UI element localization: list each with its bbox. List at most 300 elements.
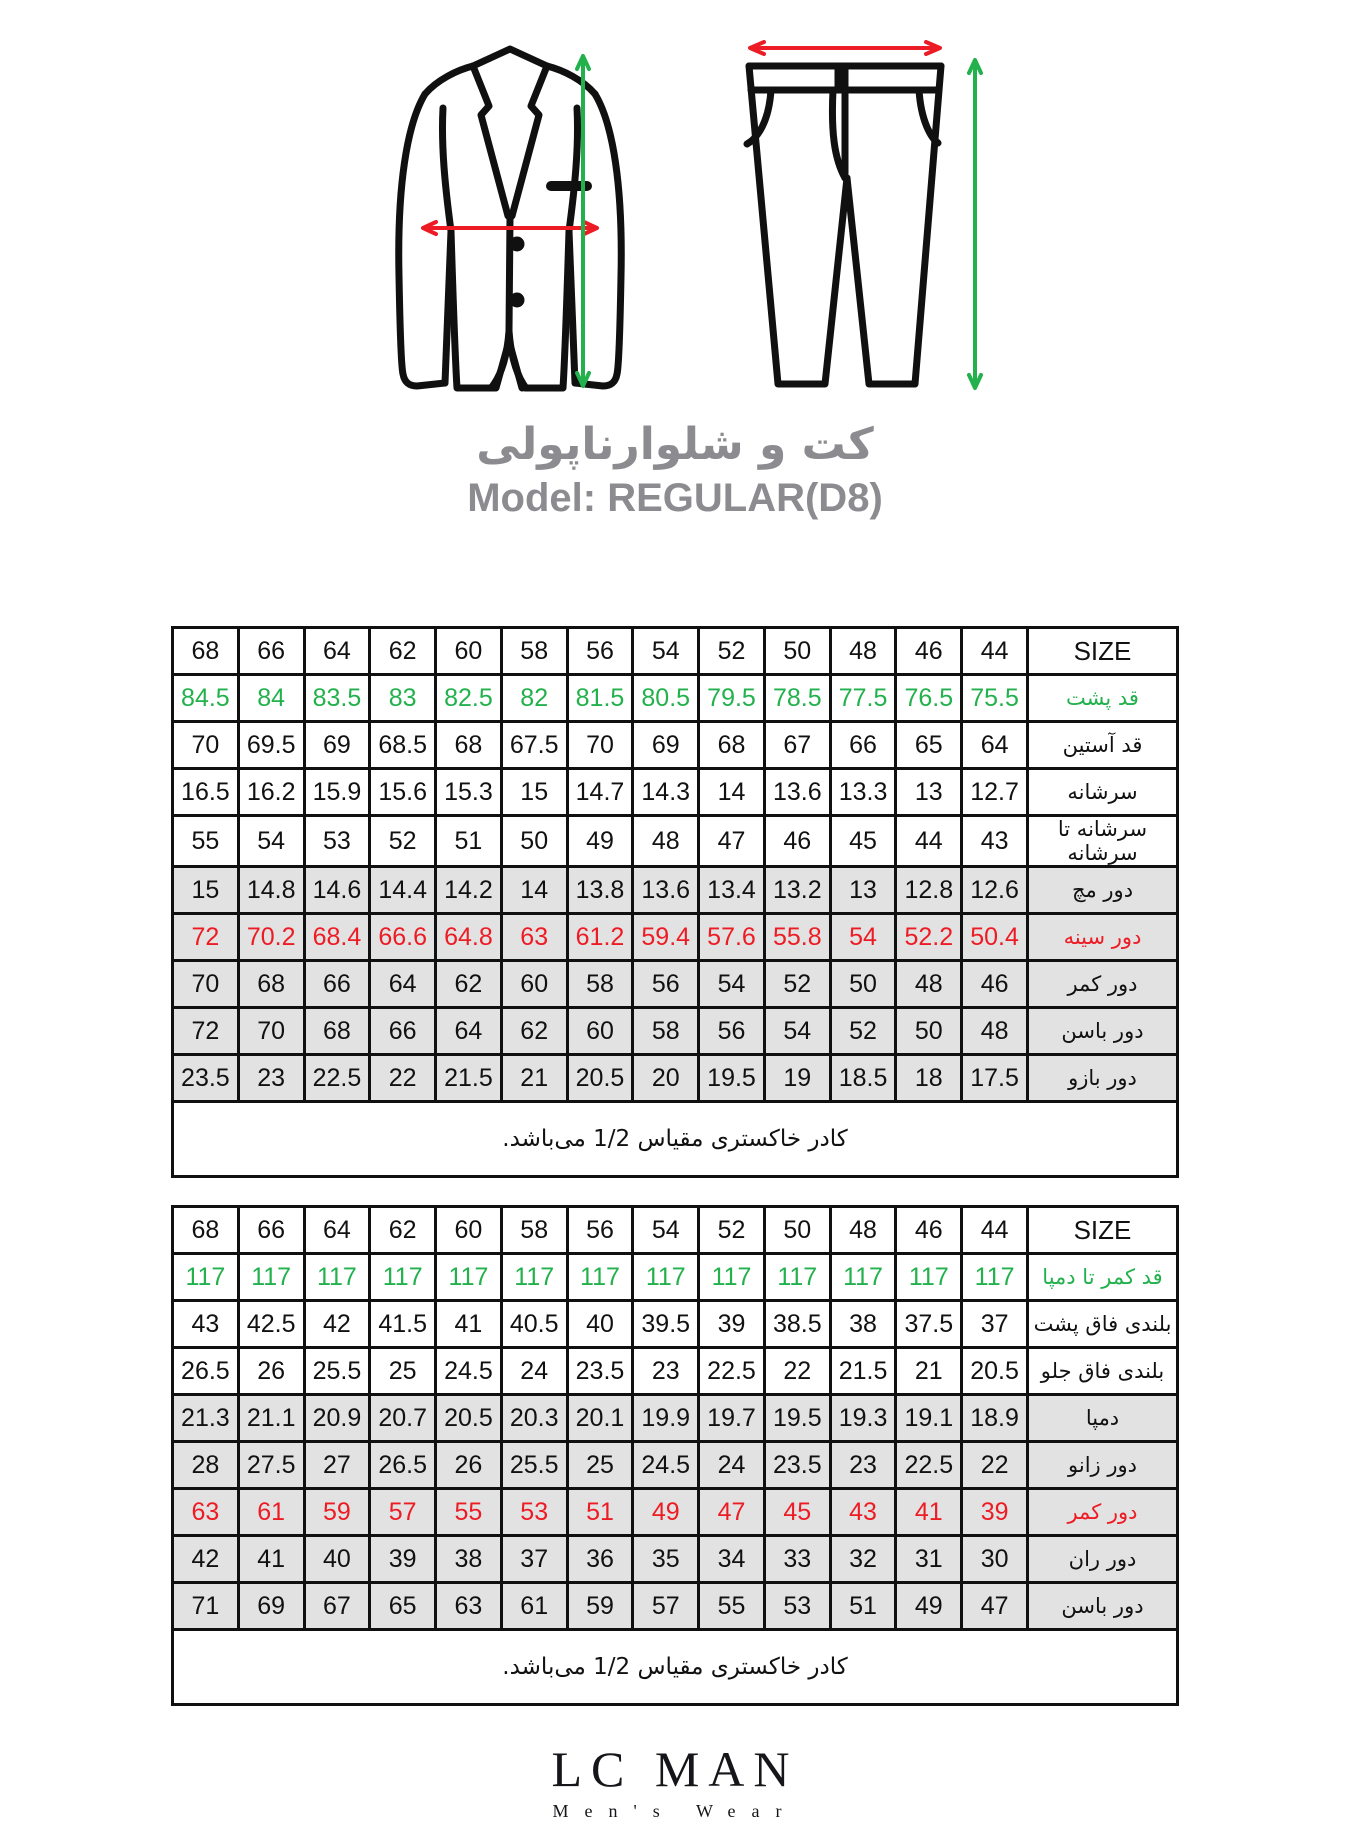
value-cell: 21.1	[238, 1395, 304, 1442]
value-cell: 64.8	[436, 914, 502, 961]
value-cell: 68	[436, 722, 502, 769]
suit-jacket-icon	[355, 36, 665, 401]
value-cell: 23.5	[173, 1055, 239, 1102]
value-cell: 18.5	[830, 1055, 896, 1102]
value-cell: 65	[896, 722, 962, 769]
size-cell: 46	[896, 628, 962, 675]
value-cell: 72	[173, 1008, 239, 1055]
value-cell: 16.5	[173, 769, 239, 816]
size-cell: 52	[699, 1207, 765, 1254]
value-cell: 30	[962, 1536, 1028, 1583]
value-cell: 37	[501, 1536, 567, 1583]
value-cell: 62	[501, 1008, 567, 1055]
value-cell: 14.4	[370, 867, 436, 914]
value-cell: 60	[567, 1008, 633, 1055]
value-cell: 78.5	[764, 675, 830, 722]
value-cell: 58	[633, 1008, 699, 1055]
value-cell: 22	[370, 1055, 436, 1102]
size-header-row	[173, 1207, 1178, 1254]
value-cell: 24	[501, 1348, 567, 1395]
value-cell: 21.5	[830, 1348, 896, 1395]
measure-row	[173, 722, 1178, 769]
value-cell: 39	[699, 1301, 765, 1348]
value-cell: 117	[896, 1254, 962, 1301]
value-cell: 23	[830, 1442, 896, 1489]
value-cell: 61.2	[567, 914, 633, 961]
value-cell: 53	[764, 1583, 830, 1630]
measure-row	[173, 1254, 1178, 1301]
value-cell: 50.4	[962, 914, 1028, 961]
value-cell: 69	[633, 722, 699, 769]
value-cell: 70	[238, 1008, 304, 1055]
value-cell: 48	[962, 1008, 1028, 1055]
brand-tagline: Men's Wear	[552, 1801, 798, 1821]
value-cell: 19.9	[633, 1395, 699, 1442]
measure-label: بلندی فاق پشت	[1028, 1301, 1178, 1348]
value-cell: 26.5	[173, 1348, 239, 1395]
value-cell: 12.8	[896, 867, 962, 914]
value-cell: 52	[764, 961, 830, 1008]
scale-note: کادر خاکستری مقیاس 1/2 می‌باشد.	[173, 1102, 1178, 1177]
value-cell: 14.3	[633, 769, 699, 816]
value-cell: 55	[173, 816, 239, 867]
value-cell: 61	[238, 1489, 304, 1536]
value-cell: 48	[896, 961, 962, 1008]
jacket-size-table	[171, 626, 1179, 1178]
note-row	[173, 1630, 1178, 1705]
value-cell: 14	[501, 867, 567, 914]
value-cell: 49	[567, 816, 633, 867]
value-cell: 59	[567, 1583, 633, 1630]
value-cell: 117	[501, 1254, 567, 1301]
measure-label: دور کمر	[1028, 1489, 1178, 1536]
value-cell: 21.3	[173, 1395, 239, 1442]
size-header-row	[173, 628, 1178, 675]
value-cell: 75.5	[962, 675, 1028, 722]
measurement-illustrations	[0, 0, 1350, 401]
value-cell: 15.6	[370, 769, 436, 816]
value-cell: 117	[699, 1254, 765, 1301]
value-cell: 82.5	[436, 675, 502, 722]
measure-label: دور زانو	[1028, 1442, 1178, 1489]
value-cell: 117	[764, 1254, 830, 1301]
size-cell: 68	[173, 628, 239, 675]
value-cell: 28	[173, 1442, 239, 1489]
value-cell: 24.5	[633, 1442, 699, 1489]
value-cell: 66	[370, 1008, 436, 1055]
value-cell: 69	[304, 722, 370, 769]
value-cell: 31	[896, 1536, 962, 1583]
size-cell: 58	[501, 1207, 567, 1254]
size-cell: 60	[436, 1207, 502, 1254]
value-cell: 64	[370, 961, 436, 1008]
value-cell: 67.5	[501, 722, 567, 769]
value-cell: 40	[304, 1536, 370, 1583]
value-cell: 19.7	[699, 1395, 765, 1442]
value-cell: 57	[633, 1583, 699, 1630]
value-cell: 23.5	[567, 1348, 633, 1395]
size-cell: 54	[633, 1207, 699, 1254]
value-cell: 42	[304, 1301, 370, 1348]
value-cell: 37	[962, 1301, 1028, 1348]
value-cell: 12.7	[962, 769, 1028, 816]
size-cell: 66	[238, 628, 304, 675]
measure-row	[173, 961, 1178, 1008]
value-cell: 69.5	[238, 722, 304, 769]
value-cell: 71	[173, 1583, 239, 1630]
value-cell: 13.6	[633, 867, 699, 914]
value-cell: 68	[238, 961, 304, 1008]
measure-label: دور باسن	[1028, 1008, 1178, 1055]
value-cell: 14.7	[567, 769, 633, 816]
value-cell: 117	[830, 1254, 896, 1301]
value-cell: 54	[238, 816, 304, 867]
measure-row	[173, 1055, 1178, 1102]
value-cell: 38.5	[764, 1301, 830, 1348]
size-cell: 44	[962, 628, 1028, 675]
value-cell: 68.4	[304, 914, 370, 961]
value-cell: 70	[173, 722, 239, 769]
value-cell: 55	[436, 1489, 502, 1536]
outseam-length-arrow-icon	[969, 60, 981, 388]
value-cell: 21.5	[436, 1055, 502, 1102]
value-cell: 61	[501, 1583, 567, 1630]
value-cell: 20.7	[370, 1395, 436, 1442]
model-subtitle: Model: REGULAR(D8)	[467, 476, 883, 520]
measure-row	[173, 1583, 1178, 1630]
value-cell: 63	[436, 1583, 502, 1630]
value-cell: 19	[764, 1055, 830, 1102]
value-cell: 67	[764, 722, 830, 769]
value-cell: 23	[633, 1348, 699, 1395]
value-cell: 42	[173, 1536, 239, 1583]
value-cell: 56	[633, 961, 699, 1008]
value-cell: 20.9	[304, 1395, 370, 1442]
value-cell: 57	[370, 1489, 436, 1536]
value-cell: 32	[830, 1536, 896, 1583]
value-cell: 26	[436, 1442, 502, 1489]
value-cell: 68	[699, 722, 765, 769]
value-cell: 53	[501, 1489, 567, 1536]
size-cell: 66	[238, 1207, 304, 1254]
value-cell: 39	[962, 1489, 1028, 1536]
value-cell: 41	[896, 1489, 962, 1536]
value-cell: 56	[699, 1008, 765, 1055]
value-cell: 117	[633, 1254, 699, 1301]
measure-label: قد پشت	[1028, 675, 1178, 722]
value-cell: 57.6	[699, 914, 765, 961]
value-cell: 45	[830, 816, 896, 867]
value-cell: 25	[370, 1348, 436, 1395]
value-cell: 70	[567, 722, 633, 769]
value-cell: 47	[699, 816, 765, 867]
value-cell: 117	[962, 1254, 1028, 1301]
trousers-icon	[735, 36, 995, 396]
value-cell: 19.5	[764, 1395, 830, 1442]
value-cell: 14.6	[304, 867, 370, 914]
size-cell: 64	[304, 1207, 370, 1254]
measure-row	[173, 914, 1178, 961]
value-cell: 62	[436, 961, 502, 1008]
measure-label: دور باسن	[1028, 1583, 1178, 1630]
jacket-button	[510, 293, 525, 308]
value-cell: 23.5	[764, 1442, 830, 1489]
value-cell: 43	[173, 1301, 239, 1348]
size-cell: 60	[436, 628, 502, 675]
size-cell: 62	[370, 628, 436, 675]
value-cell: 50	[501, 816, 567, 867]
value-cell: 41	[238, 1536, 304, 1583]
value-cell: 54	[699, 961, 765, 1008]
jacket-button	[510, 237, 525, 252]
value-cell: 13	[896, 769, 962, 816]
measure-row	[173, 1348, 1178, 1395]
value-cell: 24	[699, 1442, 765, 1489]
value-cell: 43	[962, 816, 1028, 867]
value-cell: 66.6	[370, 914, 436, 961]
value-cell: 24.5	[436, 1348, 502, 1395]
value-cell: 65	[370, 1583, 436, 1630]
size-cell: 50	[764, 1207, 830, 1254]
value-cell: 15.3	[436, 769, 502, 816]
value-cell: 46	[962, 961, 1028, 1008]
value-cell: 66	[830, 722, 896, 769]
value-cell: 25	[567, 1442, 633, 1489]
value-cell: 20.1	[567, 1395, 633, 1442]
value-cell: 33	[764, 1536, 830, 1583]
measure-label: دمپا	[1028, 1395, 1178, 1442]
value-cell: 40	[567, 1301, 633, 1348]
value-cell: 54	[764, 1008, 830, 1055]
measure-row	[173, 1301, 1178, 1348]
value-cell: 34	[699, 1536, 765, 1583]
measure-row	[173, 1395, 1178, 1442]
value-cell: 14	[699, 769, 765, 816]
value-cell: 38	[830, 1301, 896, 1348]
measure-row	[173, 867, 1178, 914]
measure-label: قد کمر تا دمپا	[1028, 1254, 1178, 1301]
size-header-label: SIZE	[1028, 1207, 1178, 1254]
value-cell: 12.6	[962, 867, 1028, 914]
value-cell: 26.5	[370, 1442, 436, 1489]
size-cell: 50	[764, 628, 830, 675]
value-cell: 15	[173, 867, 239, 914]
measure-row	[173, 1536, 1178, 1583]
value-cell: 26	[238, 1348, 304, 1395]
value-cell: 117	[567, 1254, 633, 1301]
value-cell: 67	[304, 1583, 370, 1630]
value-cell: 54	[830, 914, 896, 961]
value-cell: 51	[567, 1489, 633, 1536]
measure-row	[173, 1442, 1178, 1489]
value-cell: 51	[436, 816, 502, 867]
value-cell: 52	[830, 1008, 896, 1055]
measure-row	[173, 1489, 1178, 1536]
measure-label: بلندی فاق جلو	[1028, 1348, 1178, 1395]
measure-label: قد آستین	[1028, 722, 1178, 769]
value-cell: 49	[896, 1583, 962, 1630]
value-cell: 47	[962, 1583, 1028, 1630]
value-cell: 19.1	[896, 1395, 962, 1442]
value-cell: 60	[501, 961, 567, 1008]
value-cell: 53	[304, 816, 370, 867]
value-cell: 82	[501, 675, 567, 722]
value-cell: 50	[896, 1008, 962, 1055]
value-cell: 66	[304, 961, 370, 1008]
value-cell: 21	[896, 1348, 962, 1395]
value-cell: 22.5	[699, 1348, 765, 1395]
value-cell: 19.5	[699, 1055, 765, 1102]
value-cell: 13.2	[764, 867, 830, 914]
value-cell: 27	[304, 1442, 370, 1489]
value-cell: 14.2	[436, 867, 502, 914]
value-cell: 20.5	[962, 1348, 1028, 1395]
value-cell: 17.5	[962, 1055, 1028, 1102]
value-cell: 70.2	[238, 914, 304, 961]
value-cell: 27.5	[238, 1442, 304, 1489]
value-cell: 83.5	[304, 675, 370, 722]
value-cell: 22	[764, 1348, 830, 1395]
value-cell: 35	[633, 1536, 699, 1583]
value-cell: 23	[238, 1055, 304, 1102]
size-cell: 48	[830, 1207, 896, 1254]
value-cell: 72	[173, 914, 239, 961]
value-cell: 13.8	[567, 867, 633, 914]
value-cell: 70	[173, 961, 239, 1008]
value-cell: 22.5	[896, 1442, 962, 1489]
value-cell: 39.5	[633, 1301, 699, 1348]
value-cell: 48	[633, 816, 699, 867]
value-cell: 43	[830, 1489, 896, 1536]
value-cell: 55.8	[764, 914, 830, 961]
value-cell: 37.5	[896, 1301, 962, 1348]
value-cell: 63	[501, 914, 567, 961]
value-cell: 18.9	[962, 1395, 1028, 1442]
value-cell: 64	[962, 722, 1028, 769]
size-cell: 52	[699, 628, 765, 675]
value-cell: 20.3	[501, 1395, 567, 1442]
measure-row	[173, 769, 1178, 816]
value-cell: 21	[501, 1055, 567, 1102]
value-cell: 84	[238, 675, 304, 722]
size-cell: 48	[830, 628, 896, 675]
measure-label: دور بازو	[1028, 1055, 1178, 1102]
waist-width-arrow-icon	[750, 42, 940, 54]
value-cell: 13	[830, 867, 896, 914]
value-cell: 80.5	[633, 675, 699, 722]
value-cell: 16.2	[238, 769, 304, 816]
value-cell: 20	[633, 1055, 699, 1102]
value-cell: 20.5	[436, 1395, 502, 1442]
value-cell: 52.2	[896, 914, 962, 961]
value-cell: 25.5	[304, 1348, 370, 1395]
size-cell: 54	[633, 628, 699, 675]
value-cell: 14.8	[238, 867, 304, 914]
value-cell: 47	[699, 1489, 765, 1536]
size-cell: 44	[962, 1207, 1028, 1254]
value-cell: 68.5	[370, 722, 436, 769]
measure-label: دور مچ	[1028, 867, 1178, 914]
value-cell: 77.5	[830, 675, 896, 722]
size-cell: 68	[173, 1207, 239, 1254]
measure-label: سرشانه تا سرشانه	[1028, 816, 1178, 867]
value-cell: 117	[436, 1254, 502, 1301]
size-cell: 62	[370, 1207, 436, 1254]
value-cell: 63	[173, 1489, 239, 1536]
value-cell: 59	[304, 1489, 370, 1536]
measure-row	[173, 1008, 1178, 1055]
value-cell: 49	[633, 1489, 699, 1536]
value-cell: 69	[238, 1583, 304, 1630]
value-cell: 20.5	[567, 1055, 633, 1102]
value-cell: 76.5	[896, 675, 962, 722]
note-row	[173, 1102, 1178, 1177]
value-cell: 40.5	[501, 1301, 567, 1348]
size-cell: 64	[304, 628, 370, 675]
value-cell: 36	[567, 1536, 633, 1583]
value-cell: 83	[370, 675, 436, 722]
value-cell: 59.4	[633, 914, 699, 961]
value-cell: 46	[764, 816, 830, 867]
value-cell: 117	[238, 1254, 304, 1301]
value-cell: 52	[370, 816, 436, 867]
measure-row	[173, 675, 1178, 722]
value-cell: 117	[304, 1254, 370, 1301]
value-cell: 25.5	[501, 1442, 567, 1489]
value-cell: 51	[830, 1583, 896, 1630]
value-cell: 18	[896, 1055, 962, 1102]
value-cell: 38	[436, 1536, 502, 1583]
size-header-label: SIZE	[1028, 628, 1178, 675]
value-cell: 64	[436, 1008, 502, 1055]
measure-label: سرشانه	[1028, 769, 1178, 816]
value-cell: 22	[962, 1442, 1028, 1489]
value-cell: 81.5	[567, 675, 633, 722]
value-cell: 117	[370, 1254, 436, 1301]
scale-note: کادر خاکستری مقیاس 1/2 می‌باشد.	[173, 1630, 1178, 1705]
value-cell: 22.5	[304, 1055, 370, 1102]
value-cell: 41.5	[370, 1301, 436, 1348]
value-cell: 42.5	[238, 1301, 304, 1348]
value-cell: 68	[304, 1008, 370, 1055]
value-cell: 55	[699, 1583, 765, 1630]
value-cell: 13.4	[699, 867, 765, 914]
value-cell: 15.9	[304, 769, 370, 816]
size-cell: 56	[567, 628, 633, 675]
value-cell: 45	[764, 1489, 830, 1536]
value-cell: 19.3	[830, 1395, 896, 1442]
value-cell: 84.5	[173, 675, 239, 722]
value-cell: 39	[370, 1536, 436, 1583]
pants-size-table	[171, 1205, 1179, 1706]
value-cell: 117	[173, 1254, 239, 1301]
value-cell: 79.5	[699, 675, 765, 722]
measure-label: دور سینه	[1028, 914, 1178, 961]
value-cell: 15	[501, 769, 567, 816]
measure-label: دور کمر	[1028, 961, 1178, 1008]
brand-logo	[0, 1740, 1350, 1822]
value-cell: 50	[830, 961, 896, 1008]
size-cell: 56	[567, 1207, 633, 1254]
size-cell: 58	[501, 628, 567, 675]
value-cell: 13.6	[764, 769, 830, 816]
brand-name: LC MAN	[551, 1741, 799, 1797]
value-cell: 58	[567, 961, 633, 1008]
measure-label: دور ران	[1028, 1536, 1178, 1583]
size-cell: 46	[896, 1207, 962, 1254]
measure-row	[173, 816, 1178, 867]
value-cell: 44	[896, 816, 962, 867]
